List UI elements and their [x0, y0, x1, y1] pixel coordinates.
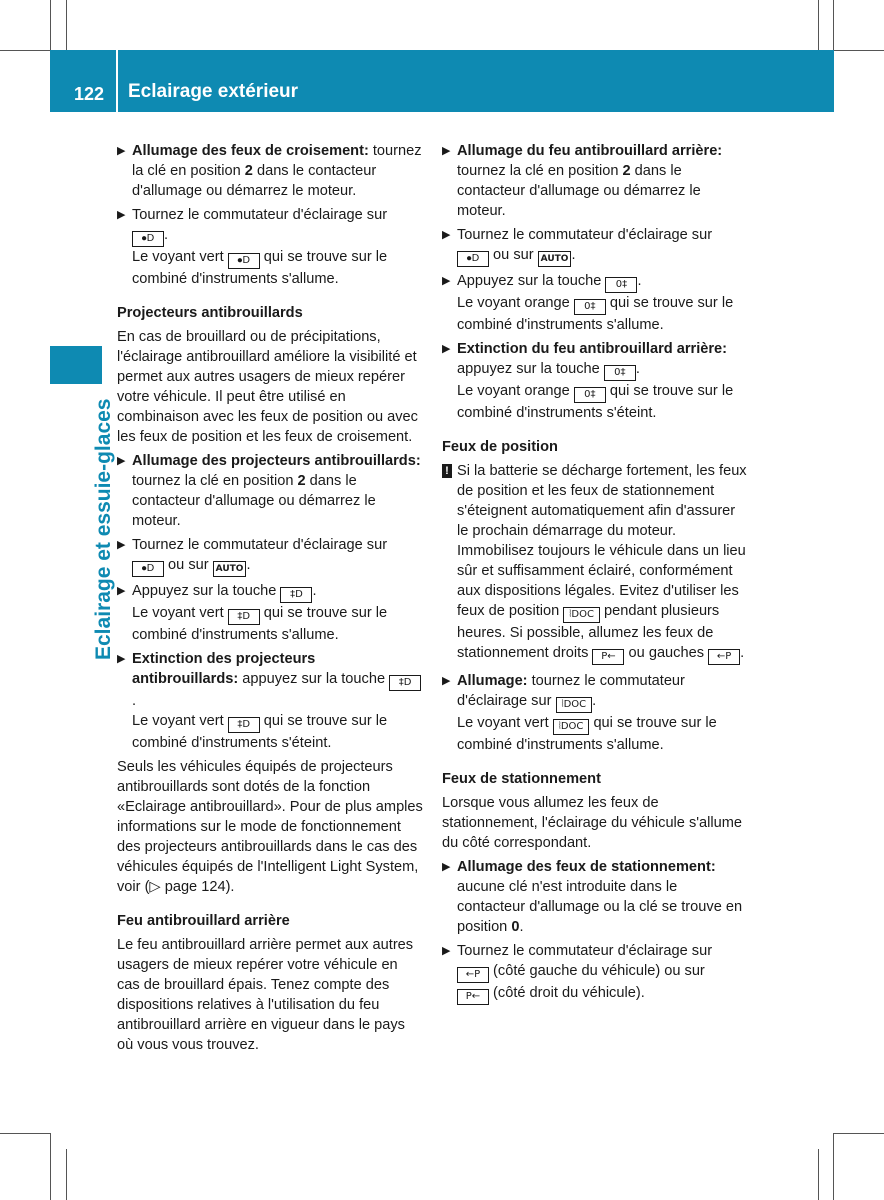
- arrow-icon: ▶: [117, 455, 126, 467]
- warning-text: .: [740, 645, 745, 661]
- item-text: (côté droit du véhicule).: [489, 985, 645, 1001]
- position-lamp-icon: ⦚DOC: [553, 719, 590, 735]
- item-heading: Allumage:: [457, 673, 528, 689]
- arrow-icon: ▶: [117, 653, 126, 665]
- item-heading: Extinction des projecteurs antibrouillards:: [132, 651, 316, 687]
- arrow-icon: ▶: [117, 209, 126, 221]
- item-text: .: [246, 557, 251, 573]
- auto-icon: AUTO: [538, 251, 572, 267]
- list-item: [117, 451, 424, 531]
- front-fog-icon: ‡D: [280, 587, 312, 603]
- item-text: Le voyant vert: [132, 249, 228, 265]
- item-text: tournez la clé en position: [132, 473, 298, 489]
- crop-mark: [50, 1133, 51, 1200]
- item-text: tournez la clé en position: [457, 163, 623, 179]
- position-lamp-icon: ⦚DOC: [556, 697, 593, 713]
- item-text: .: [635, 361, 640, 377]
- section-heading: Projecteurs antibrouillards: [117, 305, 303, 321]
- front-fog-icon: ‡D: [228, 609, 260, 625]
- low-beam-icon: ⦁D: [132, 561, 164, 577]
- crop-mark: [0, 1133, 50, 1134]
- crop-mark: [833, 1133, 834, 1200]
- list-item: [117, 141, 424, 201]
- arrow-icon: ▶: [442, 275, 451, 287]
- arrow-icon: ▶: [442, 343, 451, 355]
- front-fog-icon: ‡D: [228, 717, 260, 733]
- section-heading: Feux de stationnement: [442, 771, 601, 787]
- item-heading: Allumage des feux de stationnement:: [457, 859, 716, 875]
- key-position: 0: [511, 919, 520, 935]
- crop-mark: [834, 1133, 884, 1134]
- section-heading: Feu antibrouillard arrière: [117, 913, 290, 929]
- item-text: Le voyant orange: [457, 295, 574, 311]
- item-text: .: [519, 919, 524, 935]
- section-heading: Feux de position: [442, 439, 558, 455]
- item-heading: Allumage du feu antibrouillard arrière:: [457, 143, 723, 159]
- crop-mark: [833, 0, 834, 50]
- list-item: [442, 225, 749, 267]
- arrow-icon: ▶: [442, 945, 451, 957]
- item-text: dans le contacteur d'allumage ou démarrez le moteur.: [132, 163, 377, 199]
- rear-fog-icon: 0‡: [574, 299, 606, 315]
- item-text: qui se trouve sur le combiné d'instruments s'éteint.: [457, 383, 734, 421]
- crop-mark: [50, 0, 51, 50]
- key-position: 2: [297, 473, 306, 489]
- rear-fog-icon: 0‡: [574, 387, 606, 403]
- list-item: [442, 141, 749, 221]
- warning-text: Si la batterie se décharge fortement, les feux de position et les feux de stationnement s'éteignent automatiquement afin d'assurer le prochain démarrage du moteur. Immobilisez toujours le véhicule dans un lieu sûr et suffisamment éclairé, conformément aux dispositions légales. Evitez d'utiliser les feux de position: [457, 463, 747, 619]
- item-heading: Allumage des projecteurs antibrouillards:: [132, 453, 421, 469]
- item-text: tournez la clé en position: [132, 143, 422, 179]
- list-item: [117, 535, 424, 577]
- item-text: Tournez le commutateur d'éclairage sur: [132, 537, 388, 553]
- list-item: [117, 581, 424, 645]
- item-heading: Allumage des feux de croisement:: [132, 143, 369, 159]
- low-beam-icon: ⦁D: [228, 253, 260, 269]
- header-separator: [116, 50, 118, 112]
- crop-mark: [818, 1149, 819, 1200]
- arrow-icon: ▶: [442, 145, 451, 157]
- item-text: .: [592, 693, 597, 709]
- page-number: 122: [74, 84, 105, 104]
- item-text: Tournez le commutateur d'éclairage sur: [132, 207, 388, 223]
- crop-mark: [66, 0, 67, 50]
- key-position: 2: [622, 163, 631, 179]
- item-text: dans le contacteur d'allumage ou démarrez le moteur.: [132, 473, 376, 529]
- item-text: qui se trouve sur le combiné d'instruments s'éteint.: [132, 713, 388, 751]
- item-text: aucune clé n'est introduite dans le contacteur d'allumage ou la clé se trouve en position: [457, 879, 743, 935]
- item-text: qui se trouve sur le combiné d'instruments s'allume.: [457, 295, 734, 333]
- warning-icon: !: [442, 464, 452, 478]
- item-text: Le voyant orange: [457, 383, 574, 399]
- item-text: appuyez sur la touche: [457, 361, 604, 377]
- item-text: qui se trouve sur le combiné d'instruments s'allume.: [457, 715, 717, 753]
- item-text: qui se trouve sur le combiné d'instruments s'allume.: [132, 249, 388, 287]
- item-text: .: [164, 227, 169, 243]
- crop-mark: [66, 1149, 67, 1200]
- page-title: Eclairage extérieur: [128, 81, 299, 102]
- auto-icon: AUTO: [213, 561, 247, 577]
- list-item: [117, 649, 424, 753]
- crop-mark: [818, 0, 819, 50]
- list-item: [442, 671, 749, 755]
- item-text: Tournez le commutateur d'éclairage sur: [457, 227, 713, 243]
- item-text: qui se trouve sur le combiné d'instruments s'allume.: [132, 605, 388, 643]
- arrow-icon: ▶: [117, 145, 126, 157]
- crop-mark: [0, 50, 50, 51]
- item-text: ou sur: [489, 247, 538, 263]
- key-position: 2: [244, 163, 253, 179]
- item-text: dans le contacteur d'allumage ou démarrez le moteur.: [457, 163, 701, 219]
- item-text: .: [571, 247, 576, 263]
- paragraph: Le feu antibrouillard arrière permet aux autres usagers de mieux repérer votre véhicule en cas de brouillard épais. Tenez compte des dispositions relatives à l'utilisation du feu antibrouillard arrière en vigueur dans le pays où vous vous trouvez.: [117, 937, 414, 1053]
- warning-text: pendant plusieurs heures. Si possible, allumez les feux de stationnement droits: [457, 603, 720, 661]
- right-column: [442, 141, 749, 1009]
- position-lamp-icon: ⦚DOC: [563, 607, 600, 623]
- item-text: Appuyez sur la touche: [457, 273, 606, 289]
- paragraph: En cas de brouillard ou de précipitations, l'éclairage antibrouillard améliore la visibilité et permet aux autres usagers de mieux repérer votre véhicule. Il peut être utilisé en combinaison avec les feux de position ou avec les feux de position et les feux de croisement.: [117, 329, 418, 445]
- item-text: ou sur: [164, 557, 213, 573]
- crop-mark: [834, 50, 884, 51]
- item-text: Le voyant vert: [132, 605, 228, 621]
- list-item: [442, 339, 749, 423]
- list-item: [442, 857, 749, 937]
- parking-left-icon: ←P: [708, 649, 740, 665]
- item-text: Tournez le commutateur d'éclairage sur: [457, 943, 713, 959]
- list-item: [442, 271, 749, 335]
- item-text: tournez le commutateur d'éclairage sur: [457, 673, 685, 709]
- item-text: .: [637, 273, 642, 289]
- rear-fog-icon: 0‡: [604, 365, 636, 381]
- item-text: .: [132, 693, 137, 709]
- paragraph: Seuls les véhicules équipés de projecteurs antibrouillards sont dotés de la fonction «Eclairage antibrouillard». Pour de plus amples informations sur le mode de fonctionnement des projecteurs antibrouillards dans le cas des véhicules équipés de l'Intelligent Light System, voir (▷ page 124).: [117, 759, 423, 895]
- list-item: [117, 205, 424, 289]
- item-text: .: [312, 583, 317, 599]
- item-text: (côté gauche du véhicule) ou sur: [489, 963, 705, 979]
- warning-note: [442, 461, 749, 665]
- item-heading: Extinction du feu antibrouillard arrière:: [457, 341, 728, 357]
- item-text: Le voyant vert: [457, 715, 553, 731]
- parking-right-icon: P←: [592, 649, 624, 665]
- item-text: Le voyant vert: [132, 713, 228, 729]
- item-text: appuyez sur la touche: [238, 671, 390, 687]
- side-chapter-label: Eclairage et essuie-glaces: [92, 398, 115, 660]
- arrow-icon: ▶: [442, 229, 451, 241]
- parking-left-icon: ←P: [457, 967, 489, 983]
- front-fog-icon: ‡D: [389, 675, 421, 691]
- low-beam-icon: ⦁D: [457, 251, 489, 267]
- warning-text: ou gauches: [624, 645, 709, 661]
- arrow-icon: ▶: [442, 675, 451, 687]
- paragraph: Lorsque vous allumez les feux de stationnement, l'éclairage du véhicule s'allume du côté correspondant.: [442, 795, 743, 851]
- list-item: [442, 941, 749, 1005]
- arrow-icon: ▶: [117, 585, 126, 597]
- parking-right-icon: P←: [457, 989, 489, 1005]
- rear-fog-icon: 0‡: [605, 277, 637, 293]
- item-text: Appuyez sur la touche: [132, 583, 281, 599]
- arrow-icon: ▶: [442, 861, 451, 873]
- side-tab: [50, 346, 102, 384]
- low-beam-icon: ⦁D: [132, 231, 164, 247]
- arrow-icon: ▶: [117, 539, 126, 551]
- left-column: [117, 141, 424, 1059]
